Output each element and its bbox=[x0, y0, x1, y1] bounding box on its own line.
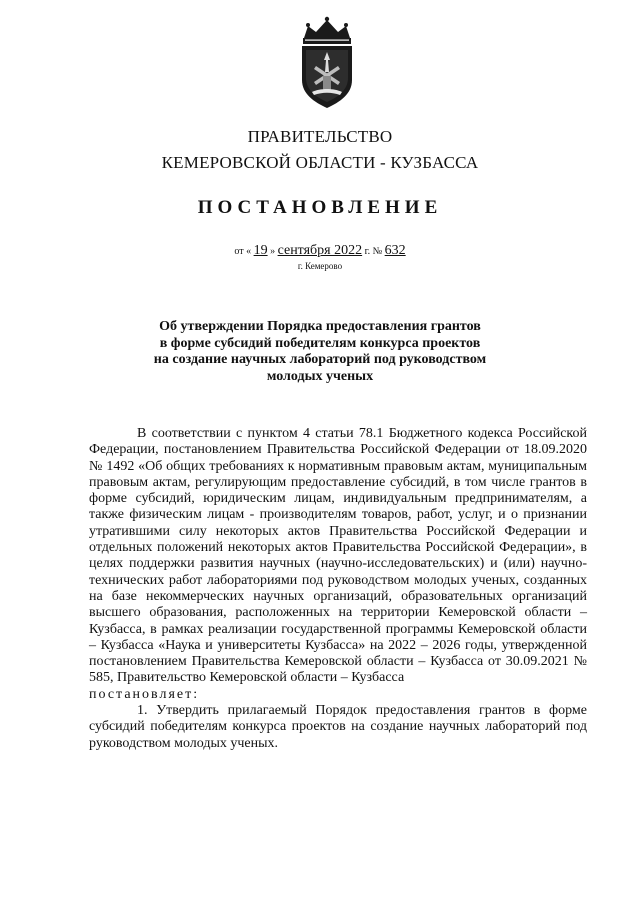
date-prefix: от « bbox=[234, 246, 252, 257]
heading-line: молодых ученых bbox=[266, 368, 374, 384]
number-label: № bbox=[372, 246, 383, 257]
resolves-word: постановляет: bbox=[89, 686, 200, 702]
date-mid: » bbox=[270, 246, 276, 257]
kuzbass-coat-of-arms-icon bbox=[294, 16, 360, 110]
heading-line: на создание научных лабораторий под руководством bbox=[153, 352, 487, 367]
city-name: г. Кемерово bbox=[297, 261, 343, 271]
year-suffix: г. bbox=[364, 246, 371, 257]
heading-line: в форме субсидий победителям конкурса проектов bbox=[159, 335, 481, 351]
preamble-paragraph: В соответствии с пунктом 4 статьи 78.1 Бюджетного кодекса Российской Федерации, постановлением Правительства Российской Федерации от 18.09.2020 № 1492 «Об общих требованиях к нормативным правовым актам, муниципальным правовым актам, регулирующим предоставление субсидий, в том числе грантов в форме субсидий, юридическим лицам, индивидуальным предпринимателям, а также физическим лицам - производителям товаров, работ, услуг, и о признании утратившими силу некоторых актов Правительства Российской Федерации и отдельных положений некоторых актов Правительства Российской Федерации», в целях поддержки развития научных (научно-исследовательских) и (или) научно-технических работ лабораториями под руководством молодых ученых, созданных на базе некоммерческих научных организаций, образовательных организаций высшего образования, расположенных на территории Кемеровской области – Кузбасса, в рамках реализации государственной программы Кемеровской области – Кузбасса «Наука и университеты Кузбасса» на 2022 – 2026 годы, утвержденной постановлением Правительства Кемеровской области – Кузбасса от 30.09.2021 № 585, Правительство Кемеровской области – Кузбасса bbox=[89, 426, 587, 686]
document-body bbox=[89, 426, 587, 752]
document-day: 19 bbox=[253, 243, 268, 258]
document-heading bbox=[120, 319, 520, 385]
date-and-number-line bbox=[0, 243, 640, 259]
document-type-title: ПОСТАНОВЛЕНИЕ bbox=[197, 197, 443, 218]
government-name-line1: ПРАВИТЕЛЬСТВО bbox=[247, 127, 393, 146]
government-name-line2: КЕМЕРОВСКОЙ ОБЛАСТИ - КУЗБАССА bbox=[161, 153, 479, 172]
document-number: 632 bbox=[384, 243, 406, 258]
item-1-paragraph: 1. Утвердить прилагаемый Порядок предоставления грантов в форме субсидий победителям конкурса проектов на создание научных лабораторий под руководством молодых ученых. bbox=[89, 703, 587, 751]
document-month-year: сентября 2022 bbox=[277, 243, 363, 258]
heading-line: Об утверждении Порядка предоставления грантов bbox=[159, 319, 481, 334]
